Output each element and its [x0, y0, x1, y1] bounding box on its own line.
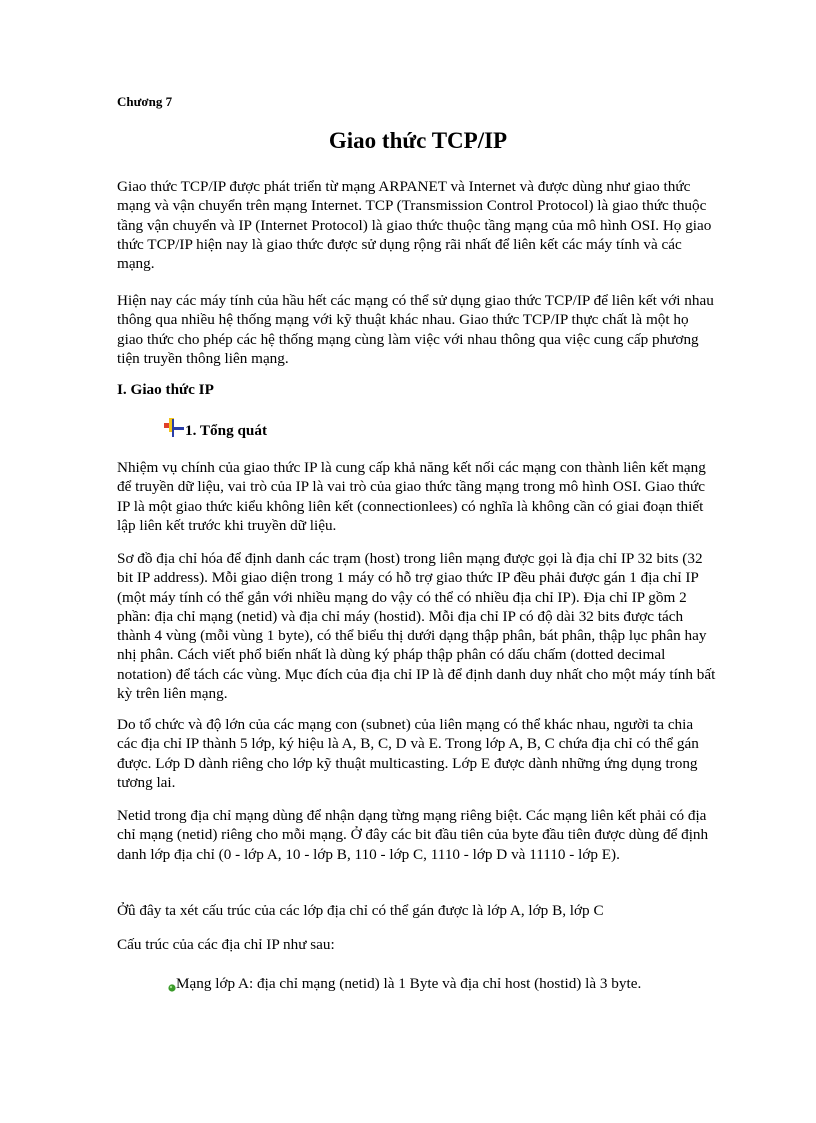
intro-paragraph-1: Giao thức TCP/IP được phát triển từ mạng ARPANET và Internet và được dùng như giao thức mạng và vận chuyển trên mạng Internet. TCP (Transmission Control Protocol) là giao thức thuộc tầng vận chuyển và IP (Internet Protocol) là giao thức thuộc tầng mạng của mô hình OSI. Họ giao thức TCP/IP hiện nay là giao thức được sử dụng rộng rãi nhất để liên kết các máy tính và các mạng.	[117, 178, 712, 273]
bullet-item-class-a: Mạng lớp A: địa chỉ mạng (netid) là 1 Byte và địa chỉ host (hostid) là 3 byte.	[176, 975, 642, 992]
paragraph-class-structure: Ởû đây ta xét cấu trúc của các lớp địa chỉ có thể gán được là lớp A, lớp B, lớp C	[117, 902, 604, 919]
subsection-heading: 1. Tổng quát	[185, 422, 268, 439]
paragraph-ip-address: Sơ đồ địa chỉ hóa để định danh các trạm (host) trong liên mạng được gọi là địa chỉ IP 32 bits (32 bit IP address). Mỗi giao diện trong 1 máy có hỗ trợ giao thức IP đều phải được gán 1 địa chỉ IP (một máy tính có thể gắn với nhiều mạng do vậy có thể có nhiều địa chỉ IP). Địa chỉ IP gồm 2 phần: địa chỉ mạng (netid) và địa chỉ máy (hostid). Mỗi địa chỉ IP có độ dài 32 bits được tách thành 4 vùng (mỗi vùng 1 byte), có thể biểu thị dưới dạng thập phân, bát phân, thập lục phân hay nhị phân. Cách viết phổ biến nhất là dùng ký pháp thập phân có dấu chấm (dotted decimal notation) để tách các vùng. Mục đích của địa chỉ IP là để định danh duy nhất cho một máy tính bất kỳ trên liên mạng.	[117, 550, 716, 703]
paragraph-ip-structure: Cấu trúc của các địa chỉ IP như sau:	[117, 936, 335, 953]
paragraph-address-classes: Do tổ chức và độ lớn của các mạng con (subnet) của liên mạng có thể khác nhau, người ta chia các địa chỉ IP thành 5 lớp, ký hiệu là A, B, C, D và E. Trong lớp A, B, C chứa địa chỉ có thể gán được. Lớp D dành riêng cho lớp kỹ thuật multicasting. Lớp E được dành những ứng dụng trong tương lai.	[117, 716, 699, 791]
green-bullet-icon	[168, 979, 176, 987]
intro-paragraph-2: Hiện nay các máy tính của hầu hết các mạng có thể sử dụng giao thức TCP/IP để liên kết với nhau thông qua nhiều hệ thống mạng với kỹ thuật khác nhau. Giao thức TCP/IP thực chất là một họ giao thức cho phép các hệ thống mạng cùng làm việc với nhau thông qua việc cung cấp phương tiện truyền thông liên mạng.	[117, 292, 714, 367]
page-title: Giao thức TCP/IP	[328, 128, 508, 153]
paragraph-ip-overview: Nhiệm vụ chính của giao thức IP là cung cấp khả năng kết nối các mạng con thành liên kết mạng để truyền dữ liệu, vai trò của IP là vai trò của giao thức tầng mạng trong mô hình OSI. Giao thức IP là một giao thức kiểu không liên kết (connectionlees) có nghĩa là không cần có giai đoạn thiết lập liên kết trước khi truyền dữ liệu.	[117, 459, 706, 534]
chapter-label: Chương 7	[117, 94, 173, 109]
section-heading: I. Giao thức IP	[117, 381, 214, 398]
document-section-icon	[163, 417, 185, 439]
paragraph-netid: Netid trong địa chỉ mạng dùng để nhận dạng từng mạng riêng biệt. Các mạng liên kết phải có địa chỉ mạng (netid) riêng cho mỗi mạng. Ở đây các bit đầu tiên của byte đầu tiên được dùng để định danh lớp địa chỉ (0 - lớp A, 10 - lớp B, 110 - lớp C, 1110 - lớp D và 11110 - lớp E).	[117, 807, 709, 863]
